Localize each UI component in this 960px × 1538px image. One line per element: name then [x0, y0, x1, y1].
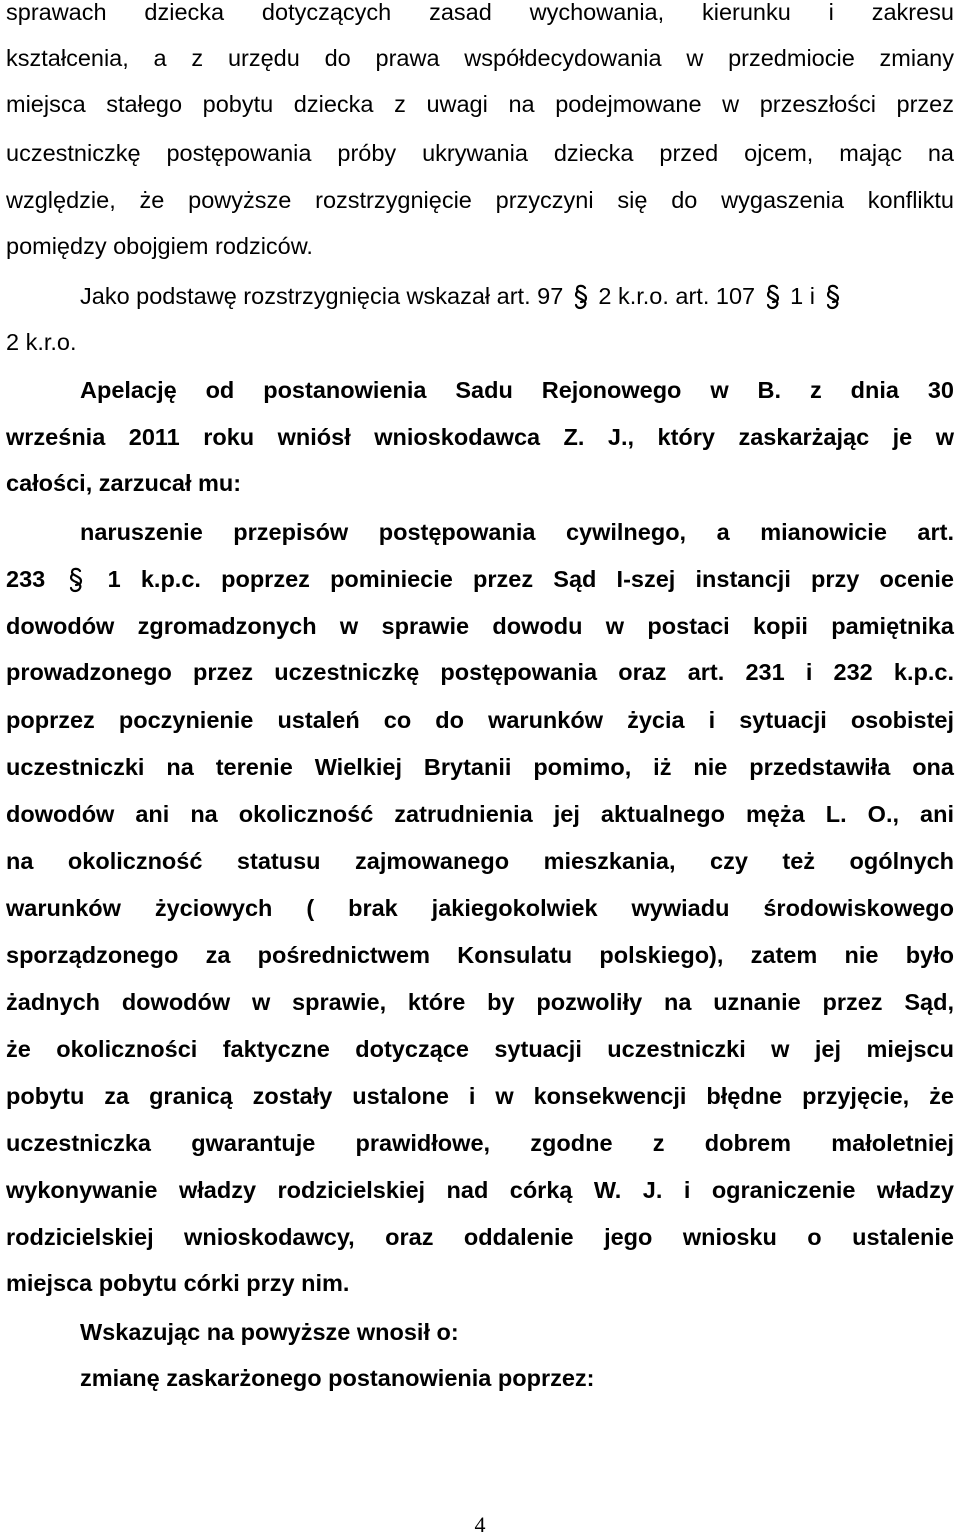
- charge-line: [6, 565, 954, 593]
- charge-line: rodzicielskiej wnioskodawcy, oraz oddalenie jego wniosku o ustalenie: [6, 1224, 954, 1250]
- charge-line: uczestniczka gwarantuje prawidłowe, zgodne z dobrem małoletniej: [6, 1130, 954, 1156]
- charge-line: żadnych dowodów w sprawie, które by pozwoliły na uznanie przez Sąd,: [6, 989, 954, 1015]
- charge-line: że okoliczności faktyczne dotyczące sytuacji uczestniczki w jej miejscu: [6, 1036, 954, 1062]
- legal-basis-text: 2 k.r.o. art. 107: [598, 283, 756, 309]
- section-sign-icon: [822, 284, 844, 310]
- paragraph-line: uczestniczkę postępowania próby ukrywania dziecka przed ojcem, mając na: [6, 140, 954, 166]
- request-line: zmianę zaskarżonego postanowienia poprzez:: [80, 1365, 595, 1391]
- legal-basis-line: 2 k.r.o.: [6, 329, 77, 355]
- charge-line: dowodów zgromadzonych w sprawie dowodu w postaci kopii pamiętnika: [6, 613, 954, 639]
- charge-article: 233: [6, 566, 46, 592]
- appeal-line: września 2011 roku wniósł wnioskodawca Z. J., który zaskarżając je w: [6, 424, 954, 450]
- legal-basis-text: Jako podstawę rozstrzygnięcia wskazał art. 97: [80, 283, 564, 309]
- section-sign-icon: [762, 284, 784, 310]
- paragraph-line: miejsca stałego pobytu dziecka z uwagi na podejmowane w przeszłości przez: [6, 91, 954, 117]
- charge-line: prowadzonego przez uczestniczkę postępowania oraz art. 231 i 232 k.p.c.: [6, 659, 954, 685]
- charge-text: 1 k.p.c. poprzez pominiecie przez Sąd I-szej instancji przy ocenie: [107, 566, 954, 592]
- charge-line: na okoliczność statusu zajmowanego mieszkania, czy też ogólnych: [6, 848, 954, 874]
- paragraph-line: kształcenia, a z urzędu do prawa współdecydowania w przedmiocie zmiany: [6, 45, 954, 71]
- paragraph-line: pomiędzy obojgiem rodziców.: [6, 233, 313, 259]
- charge-line: poprzez poczynienie ustaleń co do warunków życia i sytuacji osobistej: [6, 707, 954, 733]
- charge-line: wykonywanie władzy rodzicielskiej nad córką W. J. i ograniczenie władzy: [6, 1177, 954, 1203]
- paragraph-line: względzie, że powyższe rozstrzygnięcie przyczyni się do wygaszenia konfliktu: [6, 187, 954, 213]
- page-number: 4: [474, 1512, 486, 1537]
- charge-line: dowodów ani na okoliczność zatrudnienia jej aktualnego męża L. O., ani: [6, 801, 954, 827]
- appeal-line: całości, zarzucał mu:: [6, 470, 242, 496]
- charge-line: miejsca pobytu córki przy nim.: [6, 1270, 350, 1296]
- section-sign-icon: [570, 284, 592, 310]
- section-sign-icon: [65, 567, 87, 593]
- charge-line: uczestniczki na terenie Wielkiej Brytanii pomimo, iż nie przedstawiła ona: [6, 754, 954, 780]
- legal-basis-text: 1 i: [790, 283, 815, 309]
- charge-line: warunków życiowych ( brak jakiegokolwiek wywiadu środowiskowego: [6, 895, 954, 921]
- charge-line: pobytu za granicą zostały ustalone i w konsekwencji błędne przyjęcie, że: [6, 1083, 954, 1109]
- appeal-line: Apelację od postanowienia Sadu Rejonowego w B. z dnia 30: [80, 377, 954, 403]
- paragraph-line: sprawach dziecka dotyczących zasad wychowania, kierunku i zakresu: [6, 0, 954, 25]
- request-line: Wskazując na powyższe wnosił o:: [80, 1319, 459, 1345]
- legal-basis-line: [80, 282, 954, 310]
- charge-line: naruszenie przepisów postępowania cywilnego, a mianowicie art.: [80, 519, 954, 545]
- charge-line: sporządzonego za pośrednictwem Konsulatu polskiego), zatem nie było: [6, 942, 954, 968]
